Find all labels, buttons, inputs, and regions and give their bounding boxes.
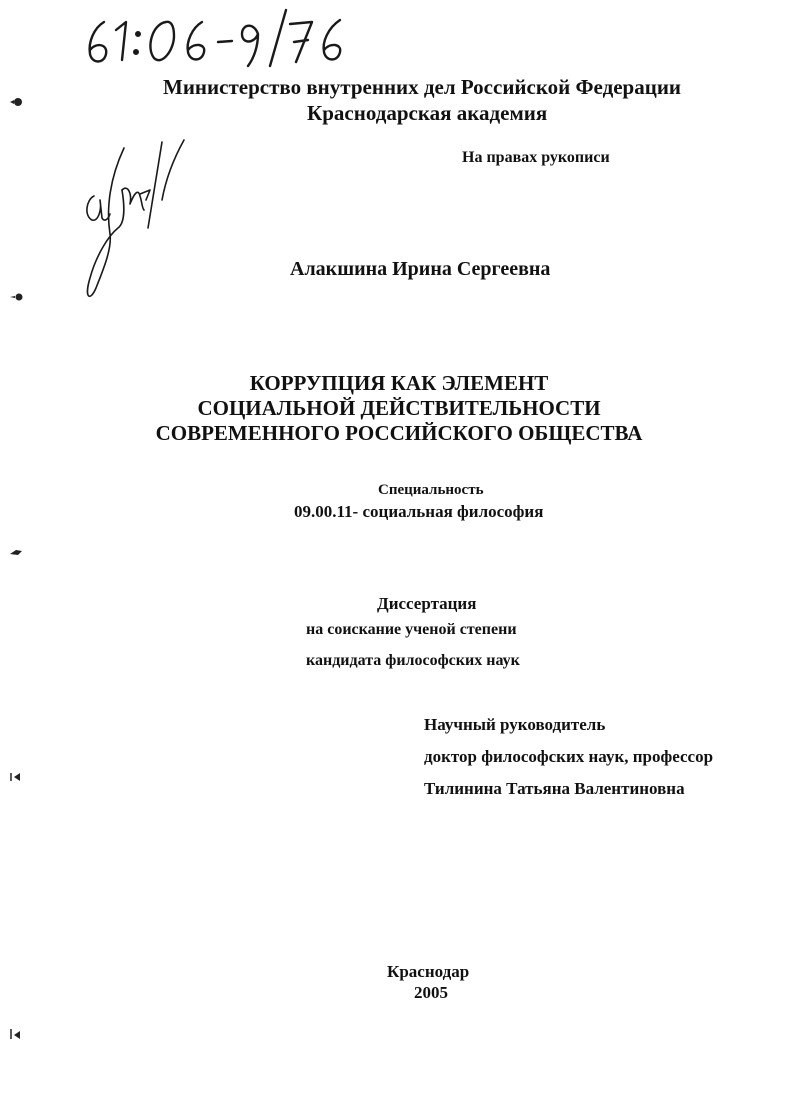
binding-hole-mark	[8, 545, 24, 559]
author-name: Алакшина Ирина Сергеевна	[290, 258, 551, 280]
handwritten-signature	[80, 138, 190, 306]
dissertation-label: Диссертация	[377, 594, 477, 613]
specialty-label: Специальность	[378, 482, 484, 498]
year: 2005	[414, 983, 448, 1002]
dissertation-title-line-3: СОВРЕМЕННОГО РОССИЙСКОГО ОБЩЕСТВА	[155, 421, 643, 445]
binding-hole-mark	[8, 1027, 24, 1041]
city: Краснодар	[387, 962, 470, 981]
manuscript-note: На правах рукописи	[462, 149, 610, 166]
binding-hole-mark	[8, 95, 24, 109]
supervisor-degree: доктор философских наук, профессор	[424, 747, 714, 766]
ministry-heading: Министерство внутренних дел Российской Федерации	[163, 75, 682, 99]
degree-line: на соискание ученой степени	[306, 621, 517, 638]
specialty-value: 09.00.11- социальная философия	[294, 502, 544, 521]
supervisor-name: Тилинина Татьяна Валентиновна	[424, 779, 685, 798]
supervisor-label: Научный руководитель	[424, 715, 606, 734]
dissertation-title-line-2: СОЦИАЛЬНОЙ ДЕЙСТВИТЕЛЬНОСТИ	[197, 396, 601, 420]
degree-field: кандидата философских наук	[306, 652, 520, 669]
academy-heading: Краснодарская академия	[307, 101, 548, 125]
binding-hole-mark	[8, 290, 24, 304]
dissertation-title-line-1: КОРРУПЦИЯ КАК ЭЛЕМЕНТ	[249, 371, 549, 395]
handwritten-archive-number	[82, 8, 372, 70]
binding-hole-mark	[8, 770, 24, 784]
